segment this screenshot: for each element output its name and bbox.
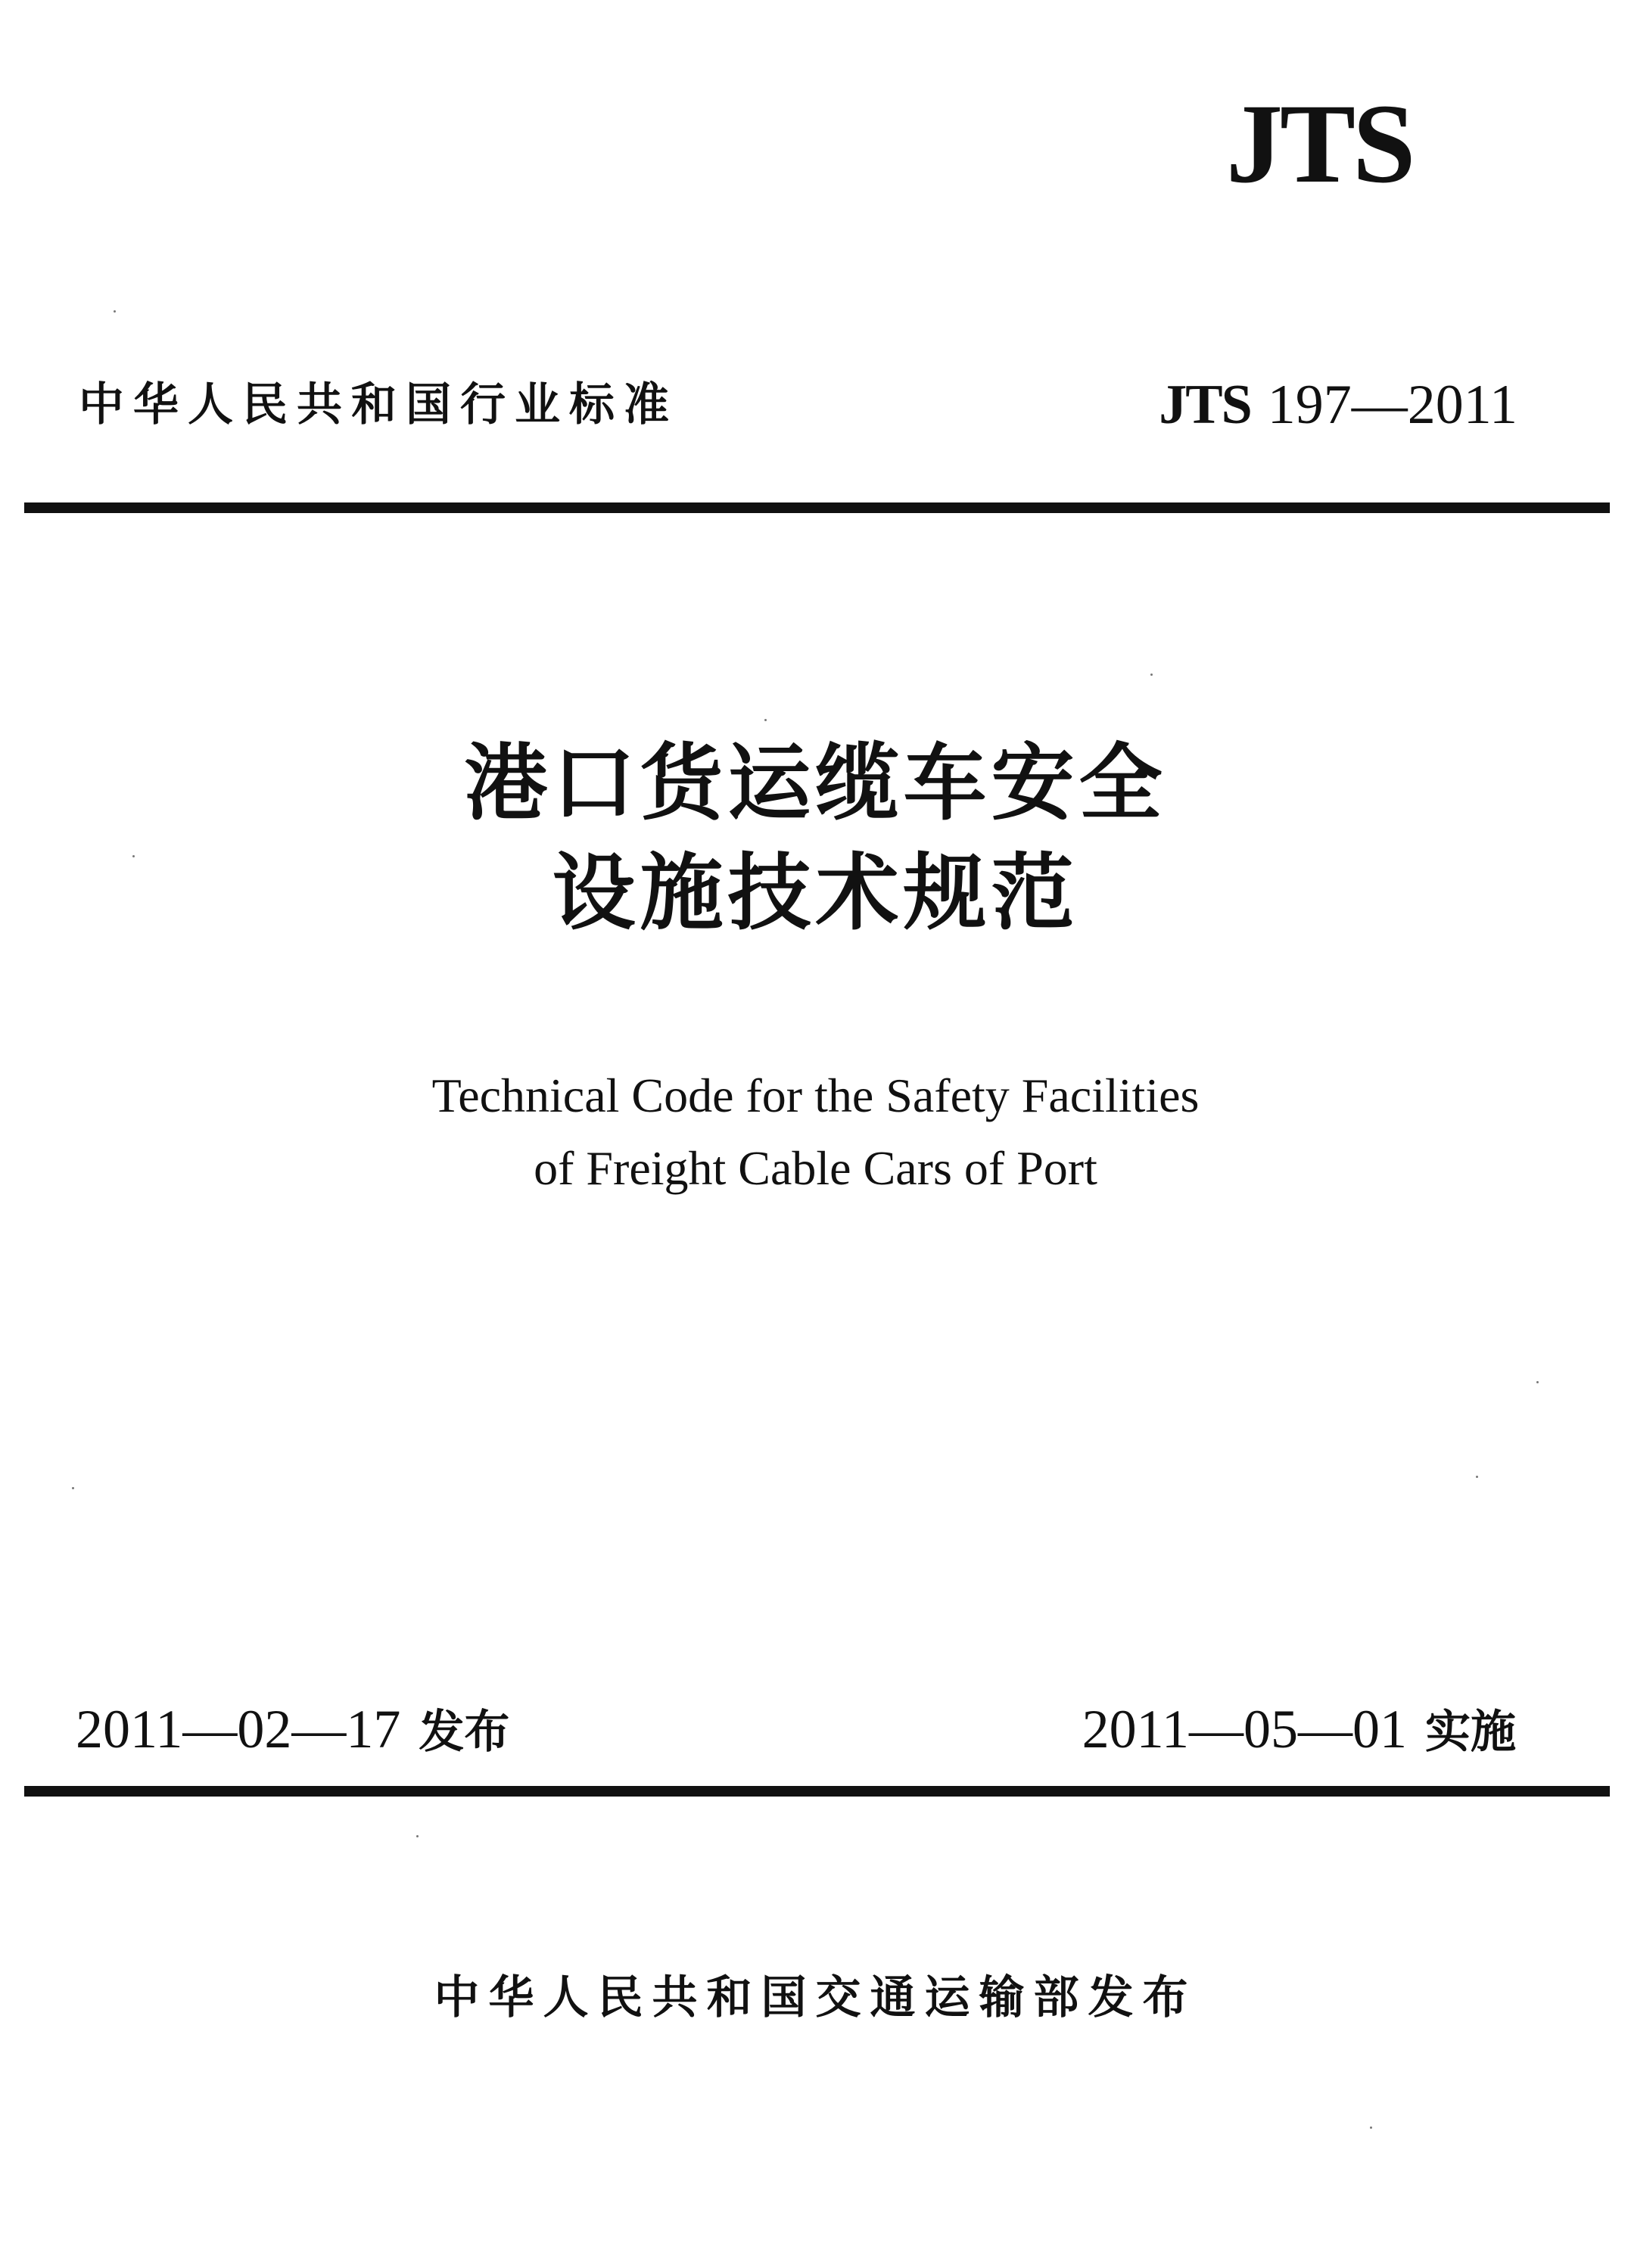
standard-code-prefix: JTS	[1159, 374, 1251, 436]
title-chinese-line2: 设施技术规范	[552, 844, 1079, 941]
title-chinese-line1: 港口货运缆车安全	[464, 734, 1167, 832]
effective-label: 实施	[1425, 1706, 1516, 1759]
standard-type: 中华人民共和国行业标准	[79, 378, 678, 431]
standard-code-number: 197—2011	[1267, 374, 1517, 436]
scan-speck	[1370, 2126, 1372, 2129]
scan-speck	[1536, 1381, 1539, 1383]
jts-logo: JTS	[1226, 81, 1413, 207]
scan-speck	[416, 1835, 419, 1837]
title-english-line1: Technical Code for the Safety Facilities	[431, 1069, 1200, 1122]
scan-speck	[1476, 1476, 1478, 1478]
effective-date-row	[1082, 1695, 1516, 1766]
issue-label: 发布	[419, 1706, 510, 1759]
issue-date-row	[76, 1695, 509, 1766]
effective-date: 2011—05—01	[1082, 1699, 1407, 1759]
bottom-divider	[24, 1786, 1610, 1797]
scan-speck	[132, 855, 135, 857]
publisher: 中华人民共和国交通运输部发布	[434, 1971, 1197, 2024]
title-english-line2: of Freight Cable Cars of Port	[534, 1141, 1097, 1195]
standard-code	[1159, 375, 1517, 435]
scan-speck	[72, 1487, 74, 1489]
issue-date: 2011—02—17	[76, 1699, 401, 1759]
scan-speck	[764, 719, 767, 721]
scan-speck	[1150, 674, 1153, 676]
scan-speck	[114, 310, 116, 313]
top-divider	[24, 502, 1610, 513]
